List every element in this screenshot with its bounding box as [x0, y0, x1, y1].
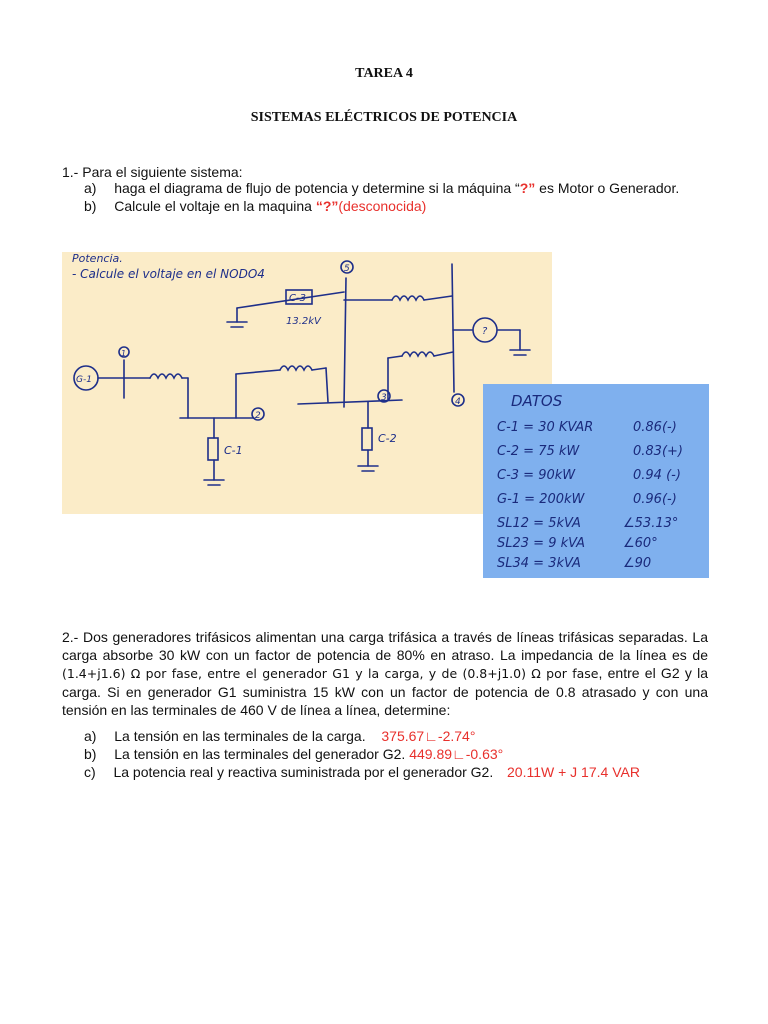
- q1-b-marker: b): [84, 198, 97, 214]
- datos-heading: DATOS: [511, 392, 563, 410]
- datos-row: [497, 444, 683, 459]
- datos-row: [497, 420, 677, 435]
- datos-row: [497, 536, 658, 551]
- c3-voltage: 13.2kV: [286, 316, 321, 327]
- note-line-2: - Calcule el voltaje en el NODO4: [72, 267, 265, 281]
- q1-item-a: [84, 180, 679, 196]
- unknown-machine-label: ?: [482, 326, 488, 337]
- q2-a-answer: 375.67∟-2.74°: [381, 728, 476, 744]
- q2-a-text: La tensión en las terminales de la carga.: [114, 728, 366, 744]
- page-subtitle: SISTEMAS ELÉCTRICOS DE POTENCIA: [250, 110, 518, 125]
- power-system-diagram: [62, 252, 552, 514]
- bus-4: [452, 264, 454, 392]
- q2-c-text: La potencia real y reactiva suministrada por el generador G2.: [113, 764, 494, 780]
- q2-impedance: (1.4+j1.6) Ω por fase, entre el generador G1 y la carga, y de (0.8+j1.0) Ω por fase: [62, 666, 599, 681]
- q2-b-marker: b): [84, 746, 97, 762]
- q2-item-b: [84, 746, 503, 762]
- q1-b-tail: (desconocida): [338, 198, 427, 214]
- q1-b-mark: “?”: [315, 198, 339, 214]
- datos-row-label: SL34 = 3kVA: [497, 556, 581, 571]
- datos-row-value: 0.94 (-): [633, 468, 681, 483]
- gen-label: G-1: [76, 375, 92, 385]
- q2-item-a: [84, 728, 475, 744]
- q2-b-answer: 449.89∟-0.63°: [409, 746, 504, 762]
- datos-row-value: 0.96(-): [633, 492, 677, 507]
- q2-b-text: La tensión en las terminales del generador G2.: [114, 746, 406, 762]
- datos-box: [483, 384, 709, 578]
- datos-row-label: C-1 = 30 KVAR: [497, 420, 594, 435]
- node-4-label: 4: [455, 397, 461, 407]
- node-2-label: 2: [255, 411, 261, 421]
- c3-label: C-3: [289, 293, 306, 304]
- datos-row-value: ∠90: [623, 556, 652, 571]
- datos-row-label: C-2 = 75 kW: [497, 444, 580, 459]
- datos-row-label: SL23 = 9 kVA: [497, 536, 586, 551]
- q2-c-marker: c): [84, 764, 96, 780]
- node-5-label: 5: [344, 264, 350, 274]
- bus-5: [344, 278, 346, 407]
- datos-row-value: 0.86(-): [633, 420, 677, 435]
- datos-row-label: SL12 = 5kVA: [497, 516, 581, 531]
- datos-row: [497, 516, 679, 531]
- q1-a-tail: es Motor o Generador.: [535, 180, 680, 196]
- datos-row: [497, 492, 677, 507]
- datos-row-value: ∠60°: [623, 536, 658, 551]
- q2-text-start: 2.- Dos generadores trifásicos alimentan una carga trifásica a través de líneas trifásicas separadas. La carga absorbe 30 kW con un factor de potencia de 80% en atraso. La impedancia de la línea es de: [62, 629, 708, 663]
- c2-label: C-2: [378, 432, 397, 445]
- page-title: TAREA 4: [355, 66, 413, 81]
- datos-row-value: ∠53.13°: [623, 516, 679, 531]
- q1-a-mark: ?”: [519, 180, 536, 196]
- datos-row-label: G-1 = 200kW: [497, 492, 585, 507]
- note-line-1: Potencia.: [72, 252, 123, 265]
- node-1-label: 1: [121, 349, 127, 358]
- node-3-label: 3: [381, 393, 387, 403]
- datos-row-label: C-3 = 90kW: [497, 468, 576, 483]
- q2-a-marker: a): [84, 728, 97, 744]
- q2-item-c: [84, 764, 640, 780]
- datos-row: [497, 468, 681, 483]
- q1-b-text: Calcule el voltaje en la maquina: [114, 198, 316, 214]
- q1-item-b: [84, 198, 426, 214]
- datos-row-value: 0.83(+): [633, 444, 683, 459]
- datos-row: [497, 556, 652, 571]
- c1-label: C-1: [224, 444, 243, 457]
- q2-text-mid: , entre el G2 y la carga. Si en generador G1 suministra 15 kW con un factor de potencia de 0.8 atrasado y con una tensión en las terminales de 460 V de línea a línea, determine:: [62, 665, 708, 718]
- diagram-drawing: [62, 252, 552, 514]
- q1-a-marker: a): [84, 180, 97, 196]
- q1-a-text: haga el diagrama de flujo de potencia y determine si la máquina “: [114, 180, 520, 196]
- q2-c-answer: 20.11W + J 17.4 VAR: [507, 764, 640, 780]
- q2-paragraph: [62, 628, 708, 719]
- q1-intro: 1.- Para el siguiente sistema:: [62, 164, 243, 180]
